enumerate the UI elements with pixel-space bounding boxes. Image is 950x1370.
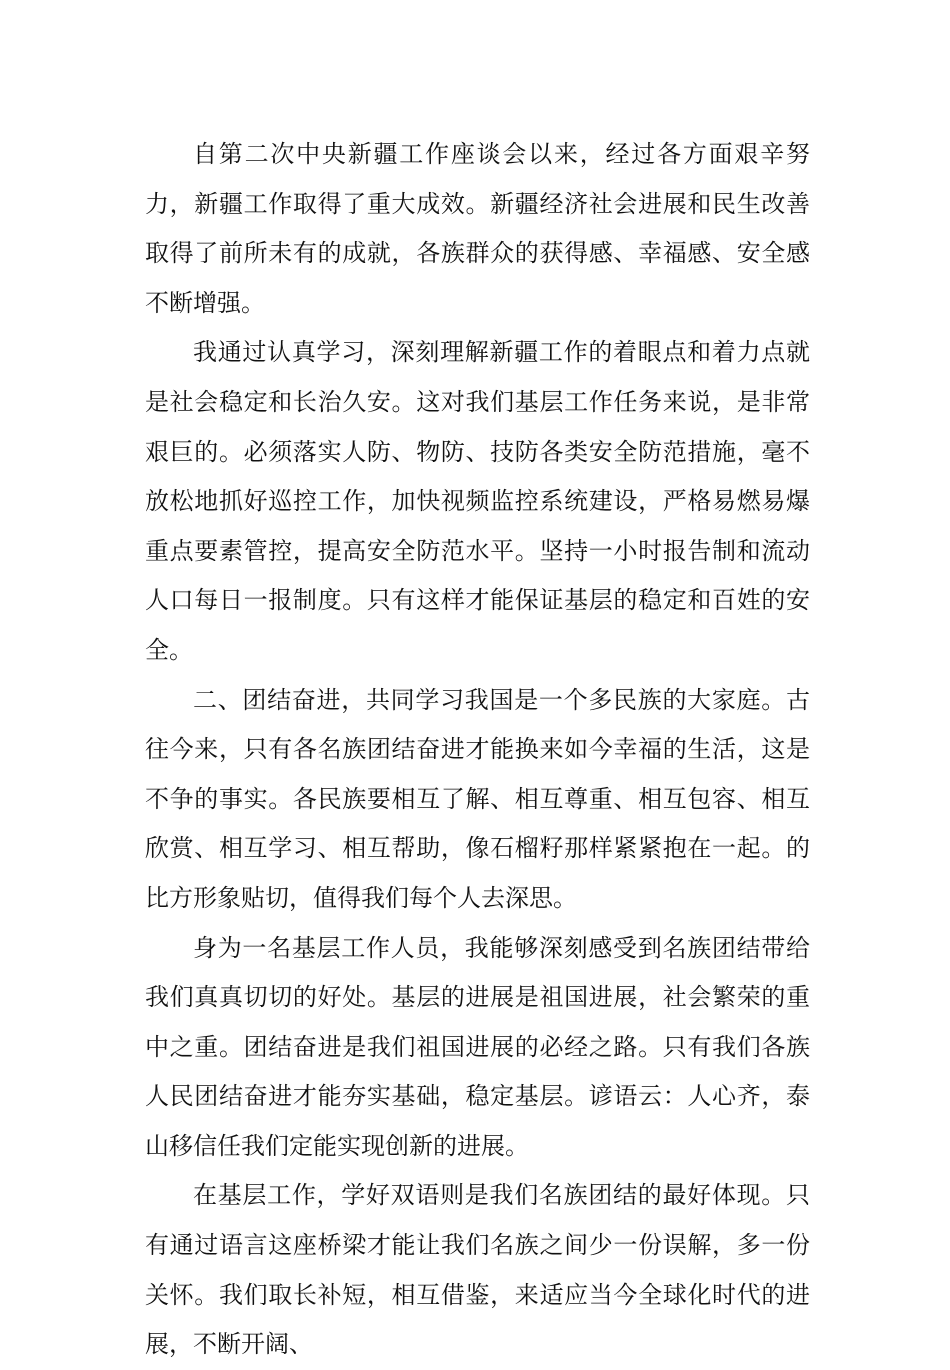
paragraph-3: 二、团结奋进，共同学习我国是一个多民族的大家庭。古往今来，只有各名族团结奋进才能换来如今幸福的生活，这是不争的事实。各民族要相互了解、相互尊重、相互包容、相互欣赏、相互学习、相互帮助，像石榴籽那样紧紧抱在一起。的比方形象贴切，值得我们每个人去深思。 xyxy=(145,685,810,912)
paragraph-4: 身为一名基层工作人员，我能够深刻感受到名族团结带给我们真真切切的好处。基层的进展是祖国进展，社会繁荣的重中之重。团结奋进是我们祖国进展的必经之路。只有我们各族人民团结奋进才能夯实基础，稳定基层。谚语云：人心齐，泰山移信任我们定能实现创新的进展。 xyxy=(145,933,810,1160)
paragraph-5: 在基层工作，学好双语则是我们名族团结的最好体现。只有通过语言这座桥梁才能让我们名族之间少一份误解，多一份关怀。我们取长补短，相互借鉴，来适应当今全球化时代的进展，不断开阔、 xyxy=(145,1181,810,1359)
paragraph-2: 我通过认真学习，深刻理解新疆工作的着眼点和着力点就是社会稳定和长治久安。这对我们基层工作任务来说，是非常艰巨的。必须落实人防、物防、技防各类安全防范措施，毫不放松地抓好巡控工作，加快视频监控系统建设，严格易燃易爆重点要素管控，提高安全防范水平。坚持一小时报告制和流动人口每日一报制度。只有这样才能保证基层的稳定和百姓的安全。 xyxy=(145,338,810,664)
document-body xyxy=(145,130,810,1370)
paragraph-1: 自第二次中央新疆工作座谈会以来，经过各方面艰辛努力，新疆工作取得了重大成效。新疆经济社会进展和民生改善取得了前所未有的成就，各族群众的获得感、幸福感、安全感不断增强。 xyxy=(145,140,810,317)
